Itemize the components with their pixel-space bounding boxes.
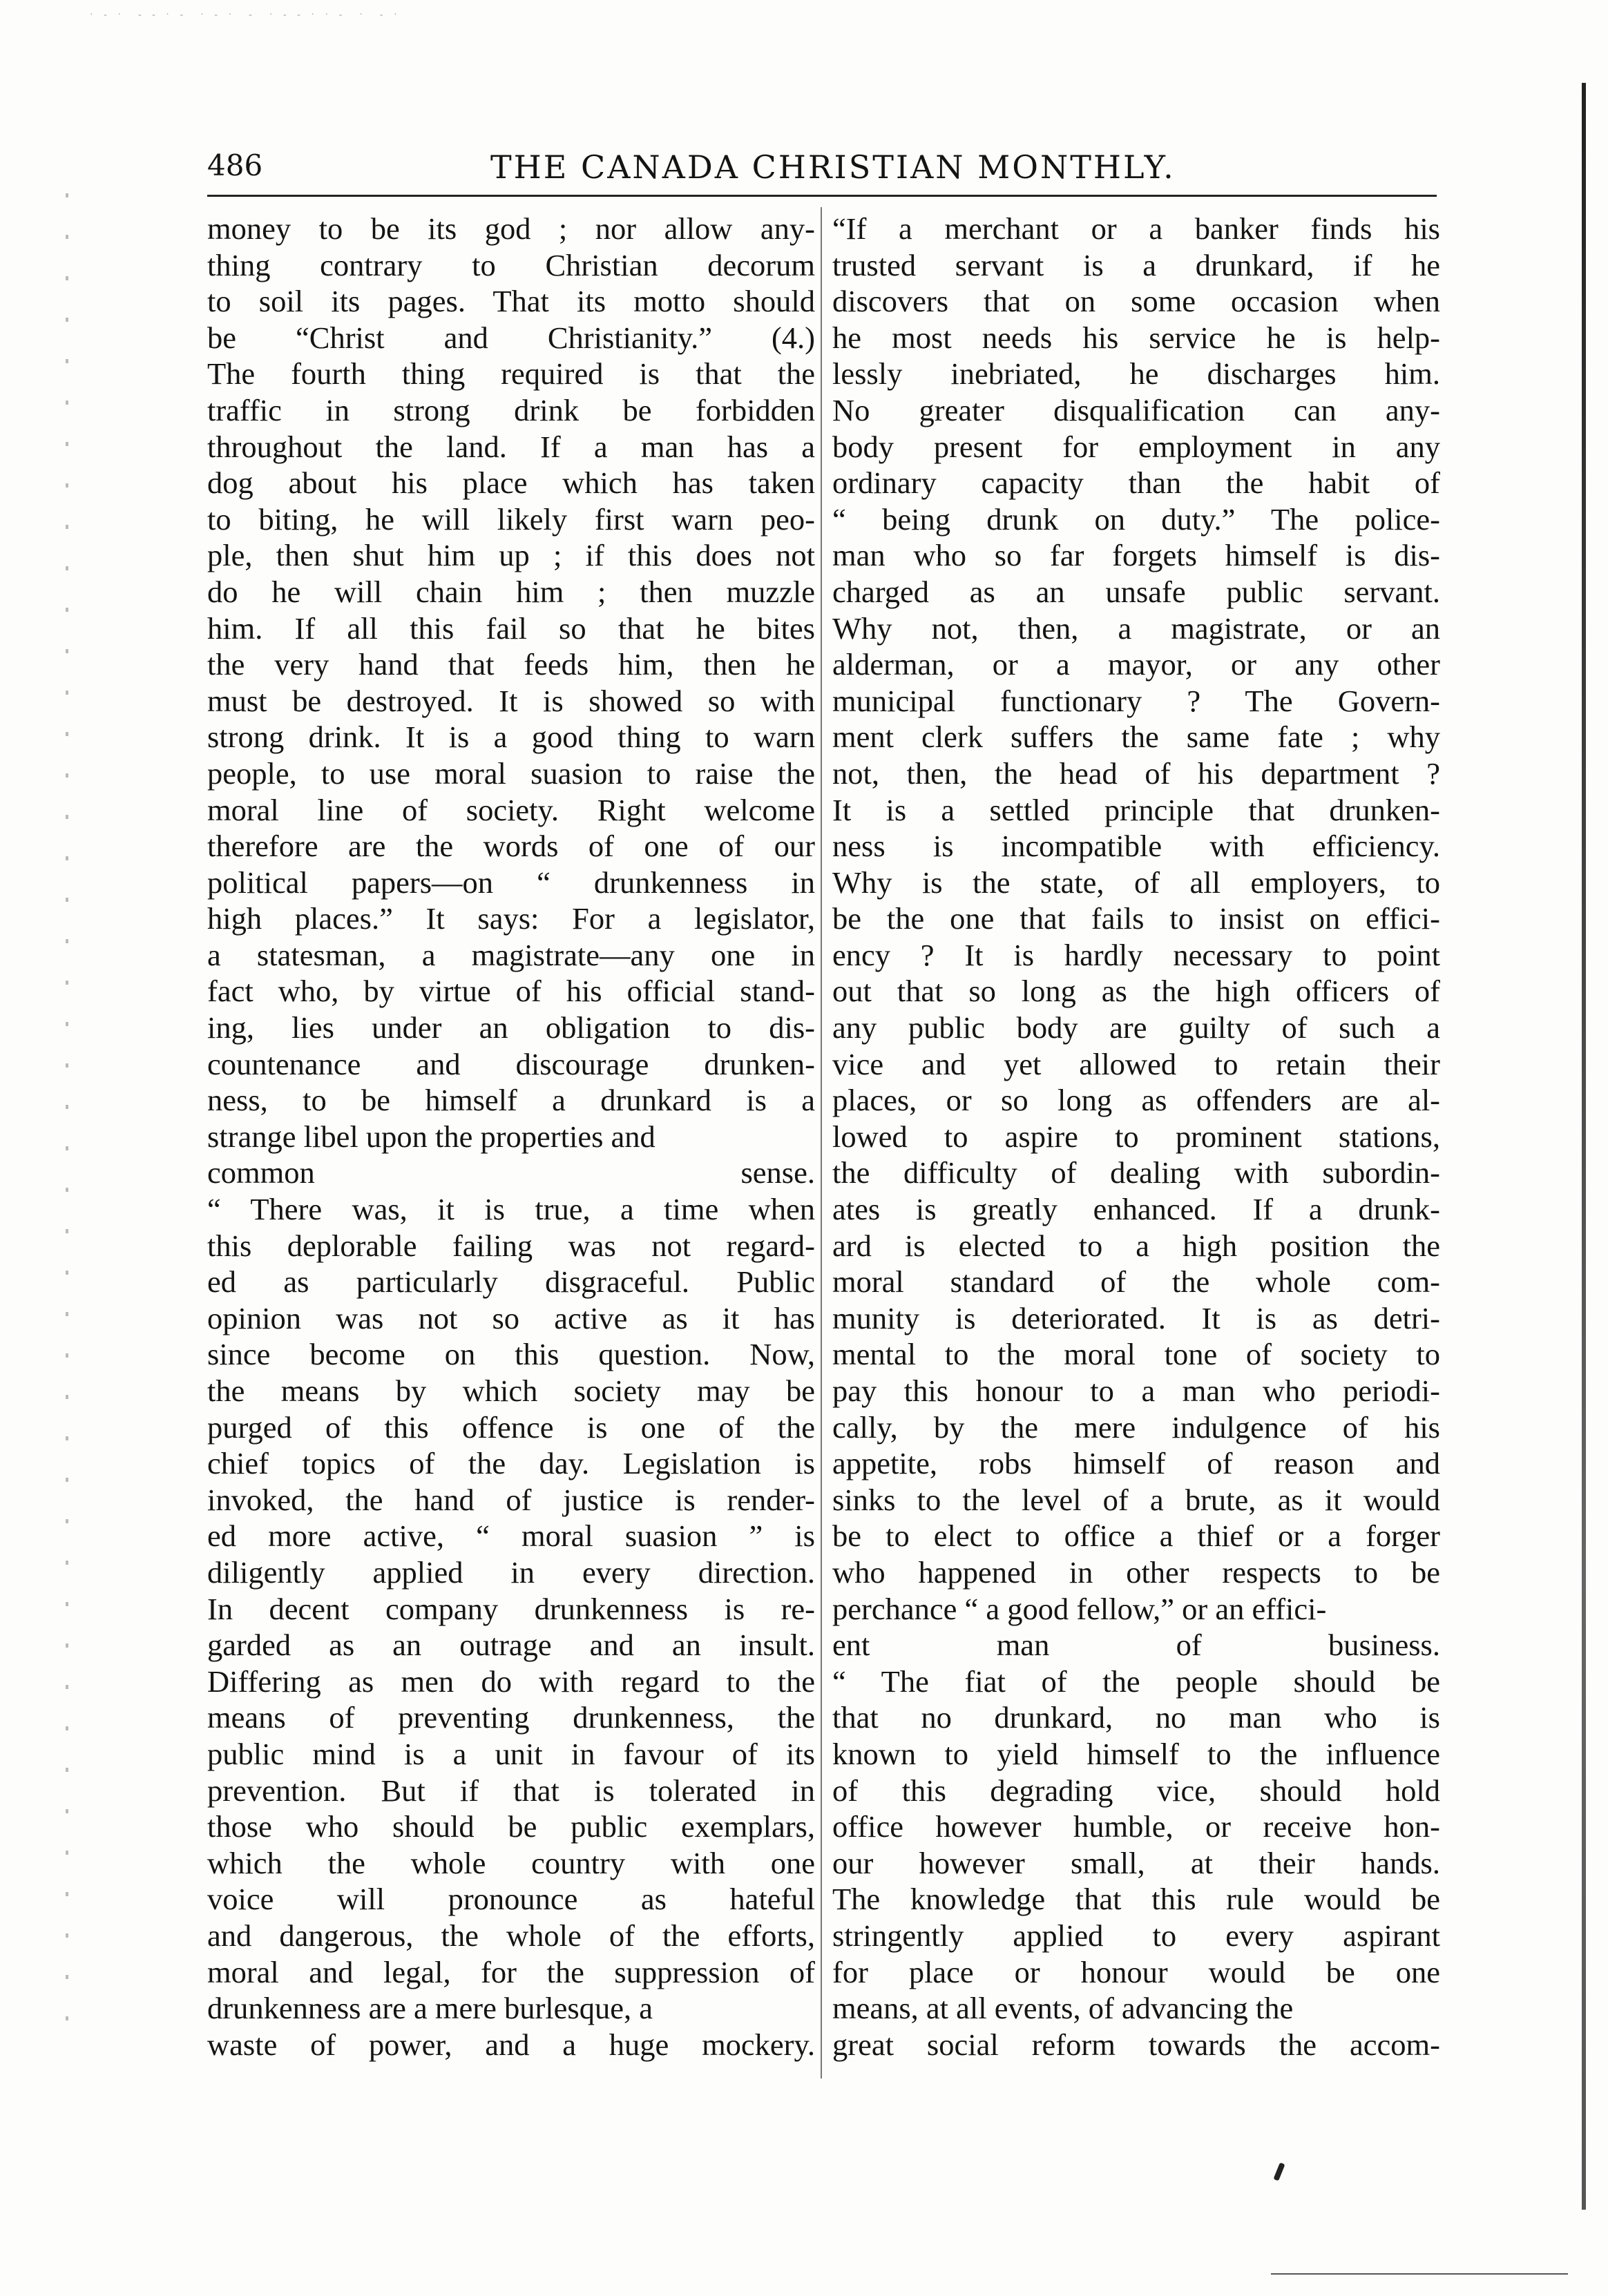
text-line: “ There was, it is true, a time when <box>207 1192 815 1227</box>
text-line: stringently applied to every aspirant <box>832 1918 1440 1953</box>
text-line: “ being drunk on duty.” The police- <box>832 501 1440 537</box>
text-line: a statesman, a magistrate—any one in <box>207 937 815 972</box>
text-line: ness, to be himself a drunkard is a <box>207 1083 815 1118</box>
text-line: means of preventing drunkenness, the <box>207 1700 815 1735</box>
text-line: ates is greatly enhanced. If a drunk- <box>832 1192 1440 1227</box>
scan-artifact: · - · - - · - · - · - · - - · · - · - · <box>90 10 401 20</box>
text-line: The knowledge that this rule would be <box>832 1882 1440 1917</box>
text-line: mental to the moral tone of society to <box>832 1337 1440 1372</box>
text-line: for place or honour would be one <box>832 1954 1440 1989</box>
text-line: purged of this offence is one of the <box>207 1409 815 1445</box>
text-line: therefore are the words of one of our <box>207 829 815 864</box>
text-line: vice and yet allowed to retain their <box>832 1046 1440 1081</box>
text-line: pay this honour to a man who periodi- <box>832 1373 1440 1408</box>
text-line: chief topics of the day. Legislation is <box>207 1446 815 1481</box>
text-line: fact who, by virtue of his official stand- <box>207 974 815 1009</box>
text-line: It is a settled principle that drunken- <box>832 792 1440 827</box>
text-line: body present for employment in any <box>832 429 1440 464</box>
text-line: to biting, he will likely first warn peo- <box>207 501 815 537</box>
text-line: political papers—on “ drunkenness in <box>207 865 815 900</box>
text-line: which the whole country with one <box>207 1845 815 1880</box>
text-line: lowed to aspire to prominent stations, <box>832 1119 1440 1154</box>
text-line: be “Christ and Christianity.” (4.) <box>207 320 815 355</box>
text-line: munity is deteriorated. It is as detri- <box>832 1300 1440 1335</box>
text-line: ple, then shut him up ; if this does not <box>207 538 815 573</box>
text-line: people, to use moral suasion to raise the <box>207 755 815 791</box>
text-line: must be destroyed. It is showed so with <box>207 683 815 718</box>
text-line: be to elect to office a thief or a forger <box>832 1518 1440 1554</box>
text-line: places, or so long as offenders are al- <box>832 1083 1440 1118</box>
text-line: those who should be public exemplars, <box>207 1809 815 1844</box>
text-line: invoked, the hand of justice is render- <box>207 1482 815 1517</box>
text-line: he most needs his service he is help- <box>832 320 1440 355</box>
text-line: appetite, robs himself of reason and <box>832 1446 1440 1481</box>
text-line: of this degrading vice, should hold <box>832 1773 1440 1808</box>
text-line: Why not, then, a magistrate, or an <box>832 610 1440 646</box>
text-line: drunkenness are a mere burlesque, a <box>207 1991 653 2026</box>
text-line: this deplorable failing was not regard- <box>207 1228 815 1263</box>
text-line: ness is incompatible with efficiency. <box>832 829 1440 864</box>
text-line: moral standard of the whole com- <box>832 1264 1440 1300</box>
text-line: moral line of society. Right welcome <box>207 792 815 827</box>
column-divider <box>821 207 822 2078</box>
text-line: office however humble, or receive hon- <box>832 1809 1440 1844</box>
text-line: trusted servant is a drunkard, if he <box>832 247 1440 282</box>
text-line: common sense. <box>207 1155 815 1190</box>
text-line: and dangerous, the whole of the efforts, <box>207 1918 815 1953</box>
text-line: strong drink. It is a good thing to warn <box>207 720 815 755</box>
text-line: ing, lies under an obligation to dis- <box>207 1010 815 1045</box>
text-line: lessly inebriated, he discharges him. <box>832 356 1440 392</box>
header-rule <box>207 195 1437 197</box>
text-line: the very hand that feeds him, then he <box>207 647 815 682</box>
text-line: traffic in strong drink be forbidden <box>207 392 815 427</box>
text-line: man who so far forgets himself is dis- <box>832 538 1440 573</box>
text-line: means, at all events, of advancing the <box>832 1991 1294 2026</box>
text-line: discovers that on some occasion when <box>832 284 1440 319</box>
text-line: moral and legal, for the suppression of <box>207 1954 815 1989</box>
text-line: throughout the land. If a man has a <box>207 429 815 464</box>
text-line: No greater disqualification can any- <box>832 392 1440 427</box>
text-line: The fourth thing required is that the <box>207 356 815 392</box>
running-title: THE CANADA CHRISTIAN MONTHLY. <box>490 148 1176 186</box>
text-line: “If a merchant or a banker finds his <box>832 211 1440 246</box>
text-line: out that so long as the high officers of <box>832 974 1440 1009</box>
text-line: diligently applied in every direction. <box>207 1554 815 1590</box>
right-column <box>832 211 1440 2063</box>
text-line: garded as an outrage and an insult. <box>207 1628 815 1663</box>
text-line: known to yield himself to the influence <box>832 1736 1440 1771</box>
text-line: prevention. But if that is tolerated in <box>207 1773 815 1808</box>
left-margin-artifact <box>66 193 68 2058</box>
text-line: ed more active, “ moral suasion ” is <box>207 1518 815 1554</box>
text-line: that no drunkard, no man who is <box>832 1700 1440 1735</box>
text-line: be the one that fails to insist on effici- <box>832 901 1440 936</box>
ink-mark <box>1273 2162 1285 2181</box>
text-line: him. If all this fail so that he bites <box>207 610 815 646</box>
text-line: countenance and discourage drunken- <box>207 1046 815 1081</box>
text-line: In decent company drunkenness is re- <box>207 1591 815 1626</box>
text-line: charged as an unsafe public servant. <box>832 574 1440 609</box>
text-line: ed as particularly disgraceful. Public <box>207 1264 815 1300</box>
bottom-scan-line <box>1271 2273 1568 2275</box>
text-line: perchance “ a good fellow,” or an effici- <box>832 1591 1327 1626</box>
text-line: ordinary capacity than the habit of <box>832 465 1440 501</box>
text-line: great social reform towards the accom- <box>832 2027 1440 2062</box>
text-line: ency ? It is hardly necessary to point <box>832 937 1440 972</box>
text-line: dog about his place which has taken <box>207 465 815 501</box>
page-number: 486 <box>207 148 263 182</box>
page-header <box>207 148 1437 190</box>
text-line: not, then, the head of his department ? <box>832 755 1440 791</box>
text-line: sinks to the level of a brute, as it would <box>832 1482 1440 1517</box>
text-line: who happened in other respects to be <box>832 1554 1440 1590</box>
text-line: “ The fiat of the people should be <box>832 1663 1440 1699</box>
text-line: the difficulty of dealing with subordin- <box>832 1155 1440 1190</box>
text-line: ard is elected to a high position the <box>832 1228 1440 1263</box>
text-line: to soil its pages. That its motto should <box>207 284 815 319</box>
text-line: opinion was not so active as it has <box>207 1300 815 1335</box>
text-line: our however small, at their hands. <box>832 1845 1440 1880</box>
left-column <box>207 211 815 2063</box>
text-line: ent man of business. <box>832 1628 1440 1663</box>
text-line: cally, by the mere indulgence of his <box>832 1409 1440 1445</box>
text-line: the means by which society may be <box>207 1373 815 1408</box>
text-line: Differing as men do with regard to the <box>207 1663 815 1699</box>
text-line: strange libel upon the properties and <box>207 1119 655 1154</box>
text-line: do he will chain him ; then muzzle <box>207 574 815 609</box>
text-line: high places.” It says: For a legislator, <box>207 901 815 936</box>
text-line: thing contrary to Christian decorum <box>207 247 815 282</box>
text-line: Why is the state, of all employers, to <box>832 865 1440 900</box>
text-line: public mind is a unit in favour of its <box>207 1736 815 1771</box>
text-line: alderman, or a mayor, or any other <box>832 647 1440 682</box>
text-line: voice will pronounce as hateful <box>207 1882 815 1917</box>
page-edge-shadow <box>1582 83 1586 2210</box>
text-line: waste of power, and a huge mockery. <box>207 2027 815 2062</box>
text-line: any public body are guilty of such a <box>832 1010 1440 1045</box>
text-line: since become on this question. Now, <box>207 1337 815 1372</box>
text-line: municipal functionary ? The Govern- <box>832 683 1440 718</box>
text-line: money to be its god ; nor allow any- <box>207 211 815 246</box>
text-line: ment clerk suffers the same fate ; why <box>832 720 1440 755</box>
